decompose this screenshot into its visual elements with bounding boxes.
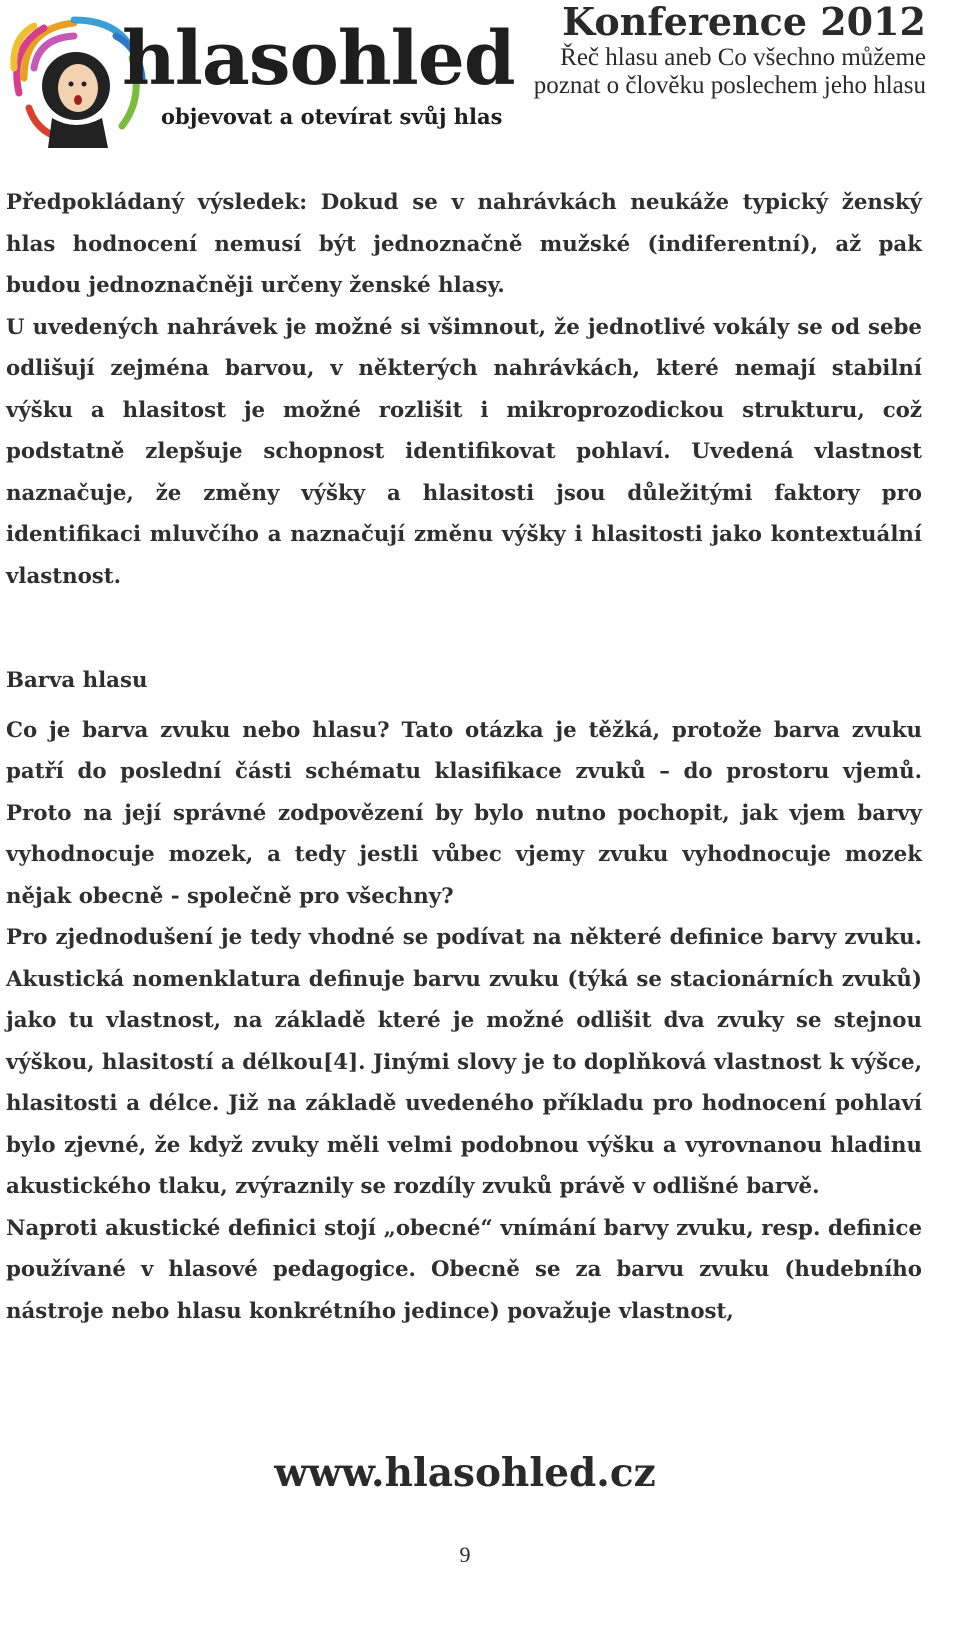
logo-tagline: objevovat a otevírat svůj hlas xyxy=(161,104,503,129)
page-number: 9 xyxy=(459,1542,471,1567)
hlasohled-logo xyxy=(4,8,515,148)
conference-subtitle: Řeč hlasu aneb Co všechno můžeme poznat o člověku poslechem jeho hlasu xyxy=(533,44,926,99)
paragraph-recordings: U uvedených nahrávek je možné si všimnout, že jednotlivé vokály se od sebe odlišují zejména barvou, v některých nahrávkách, které nemají stabilní výšku a hlasitost je možné rozlišit i mikroprozodickou strukturu, což podstatně zlepšuje schopnost identifikovat pohlaví. Uvedená vlastnost naznačuje, že změny výšky a hlasitosti jsou důležitými faktory pro identifikaci mluvčího a naznačují změnu výšky i hlasitosti jako kontextuální vlastnost. xyxy=(6,314,922,589)
paragraph-expected-result: Předpokládaný výsledek: Dokud se v nahrávkách neukáže typický ženský hlas hodnocení nemusí být jednoznačně mužské (indiferentní), až pak budou jednoznačněji určeny ženské hlasy. xyxy=(6,190,922,298)
section-heading: Barva hlasu xyxy=(6,668,148,693)
paragraph-timbre-perception: Naproti akustické definici stojí „obecné“ vnímání barvy zvuku, resp. definice používané v hlasové pedagogice. Obecně se za barvu zvuku (hudebního nástroje nebo hlasu konkrétního jedince) považuje vlastnost, xyxy=(6,1215,922,1324)
footer-url[interactable]: www.hlasohled.cz xyxy=(274,1450,656,1496)
conference-header xyxy=(506,0,926,100)
paragraph-timbre-question: Co je barva zvuku nebo hlasu? Tato otázka je těžká, protože barva zvuku patří do poslední části schématu klasifikace zvuků – do prostoru vjemů. Proto na její správné zodpovězení by bylo nutno pochopit, jak vjem barvy vyhodnocuje mozek, a tedy jestli vůbec vjemy zvuku vyhodnocuje mozek nějak obecně - společně pro všechny? xyxy=(6,717,922,909)
paragraph-timbre-definition: Pro zjednodušení je tedy vhodné se podívat na některé definice barvy zvuku. Akustická nomenklatura definuje barvu zvuku (týká se stacionárních zvuků) jako tu vlastnost, na základě které je možné odlišit dva zvuky se stejnou výškou, hlasitostí a délkou[4]. Jinými slovy je to doplňková vlastnost k výšce, hlasitosti a délce. Již na základě uvedeného příkladu pro hodnocení pohlaví bylo zjevné, že když zvuky měli velmi podobnou výšku a vyrovnanou hladinu akustického tlaku, zvýraznily se rozdíly zvuků právě v odlišné barvě. xyxy=(6,925,922,1199)
conference-title: Konference 2012 xyxy=(562,0,926,44)
logo-wordmark: hlasohled xyxy=(122,16,515,102)
body-text xyxy=(6,182,922,1332)
